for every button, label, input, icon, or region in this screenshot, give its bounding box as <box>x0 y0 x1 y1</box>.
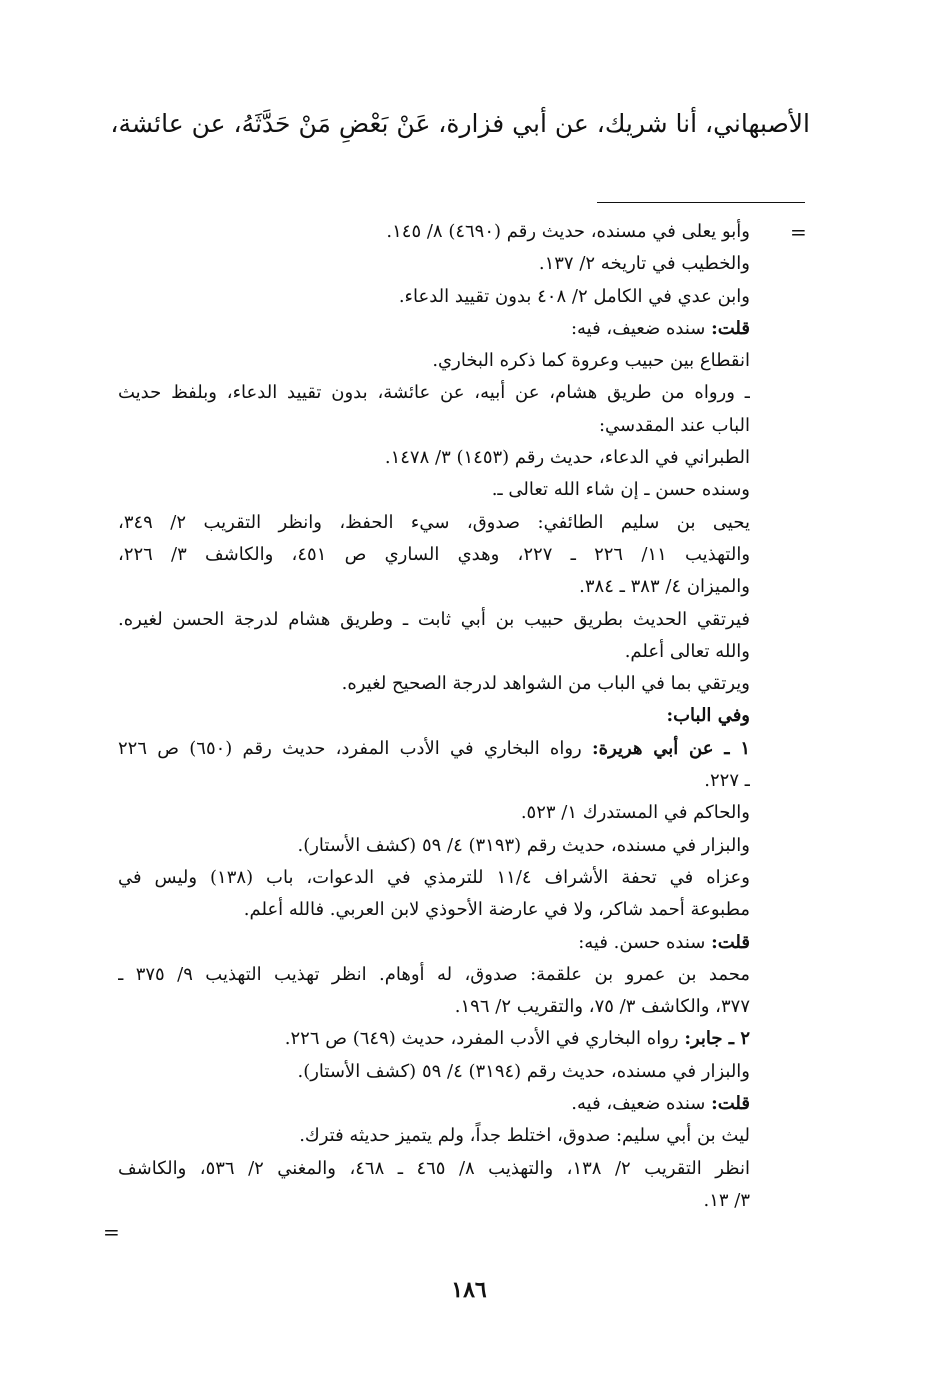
footnote-line: وابن عدي في الكامل ٢/ ٤٠٨ بدون تقييد الدعاء. <box>398 285 750 307</box>
footnote-line: محمد بن عمرو بن علقمة: صدوق، له أوهام. انظر تهذيب التهذيب ٩/ ٣٧٥ ـ <box>118 963 750 985</box>
footnote-line: والله تعالى أعلم. <box>624 640 750 662</box>
footnote-line: والتهذيب ١١/ ٢٢٦ ـ ٢٢٧، وهدي الساري ص ٤٥١، والكاشف ٣/ ٢٢٦، <box>118 543 750 565</box>
footnotes <box>118 216 750 1217</box>
footnote-line: وأبو يعلى في مسنده، حديث رقم (٤٦٩٠) ٨/ ١٤٥. <box>386 221 750 242</box>
footnote-line: فيرتقي الحديث بطريق حبيب بن أبي ثابت ـ وطريق هشام لدرجة الحسن لغيره. <box>118 608 750 630</box>
footnote-line: وعزاه في تحفة الأشراف ١١/٤ للترمذي في الدعوات، باب (١٣٨) وليس في <box>118 866 750 888</box>
footnote-line: وسنده حسن ـ إن شاء الله تعالى ـ. <box>491 479 750 501</box>
footnote-line: ويرتقي بما في الباب من الشواهد لدرجة الصحيح لغيره. <box>341 673 750 695</box>
footnote-line: قلت: سنده ضعيف، فيه. <box>571 1093 750 1115</box>
footnote-line: والخطيب في تاريخه ٢/ ١٣٧. <box>538 253 750 275</box>
footnote-line: والبزار في مسنده، حديث رقم (٣١٩٣) ٤/ ٥٩ (كشف الأستار). <box>297 834 750 856</box>
continuation-mark-top: = <box>790 220 807 244</box>
footnote-line: يحيى بن سليم الطائفي: صدوق، سيء الحفظ، وانظر التقريب ٢/ ٣٤٩، <box>118 511 750 533</box>
footnote-line: انقطاع بين حبيب وعروة كما ذكره البخاري. <box>432 350 750 372</box>
footnote-line: ـ ٢٢٧. <box>704 770 750 792</box>
footnote-line: قلت: سنده حسن. فيه: <box>578 931 750 953</box>
footnote-line: قلت: سنده ضعيف، فيه: <box>570 317 750 339</box>
footnote-line: انظر التقريب ٢/ ١٣٨، والتهذيب ٨/ ٤٦٥ ـ ٤٦٨، والمغني ٢/ ٥٣٦، والكاشف <box>118 1157 750 1179</box>
footnote-line: ٣/ ١٣. <box>703 1189 750 1211</box>
footnote-line: الباب عند المقدسي: <box>598 414 750 436</box>
footnote-line: ـ ورواه من طريق هشام، عن أبيه، عن عائشة، بدون تقييد الدعاء، وبلفظ حديث <box>118 382 750 404</box>
footnote-line: والبزار في مسنده، حديث رقم (٣١٩٤) ٤/ ٥٩ (كشف الأستار). <box>297 1060 750 1082</box>
footnote-line: والميزان ٤/ ٣٨٣ ـ ٣٨٤. <box>579 576 750 598</box>
footnote-line: وفي الباب: <box>666 705 750 727</box>
footnote-line: ١ ـ عن أبي هريرة: رواه البخاري في الأدب المفرد، حديث رقم (٦٥٠) ص ٢٢٦ <box>118 737 750 759</box>
footnote-line: ٢ ـ جابر: رواه البخاري في الأدب المفرد، حديث (٦٤٩) ص ٢٢٦. <box>284 1028 750 1050</box>
footnote-line: والحاكم في المستدرك ١/ ٥٢٣. <box>520 802 750 824</box>
footnote-line: الطبراني في الدعاء، حديث رقم (١٤٥٣) ٣/ ١٤٧٨. <box>384 447 750 469</box>
footnote-separator <box>597 202 805 203</box>
main-text-line: الأصبهاني، أنا شريك، عن أبي فزارة، عَنْ بَعْضِ مَنْ حَدَّثَهُ، عن عائشة، <box>110 109 810 138</box>
footnote-line: مطبوعة أحمد شاكر، ولا في عارضة الأحوذي لابن العربي. فالله أعلم. <box>243 899 750 921</box>
footnote-line: ٣٧٧، والكاشف ٣/ ٧٥، والتقريب ٢/ ١٩٦. <box>454 996 750 1018</box>
footnote-line: ليث بن أبي سليم: صدوق، اختلط جداً، ولم يتميز حديثه فترك. <box>299 1125 750 1147</box>
page-number: ١٨٦ <box>451 1277 487 1303</box>
continuation-mark-bottom: = <box>103 1220 120 1244</box>
